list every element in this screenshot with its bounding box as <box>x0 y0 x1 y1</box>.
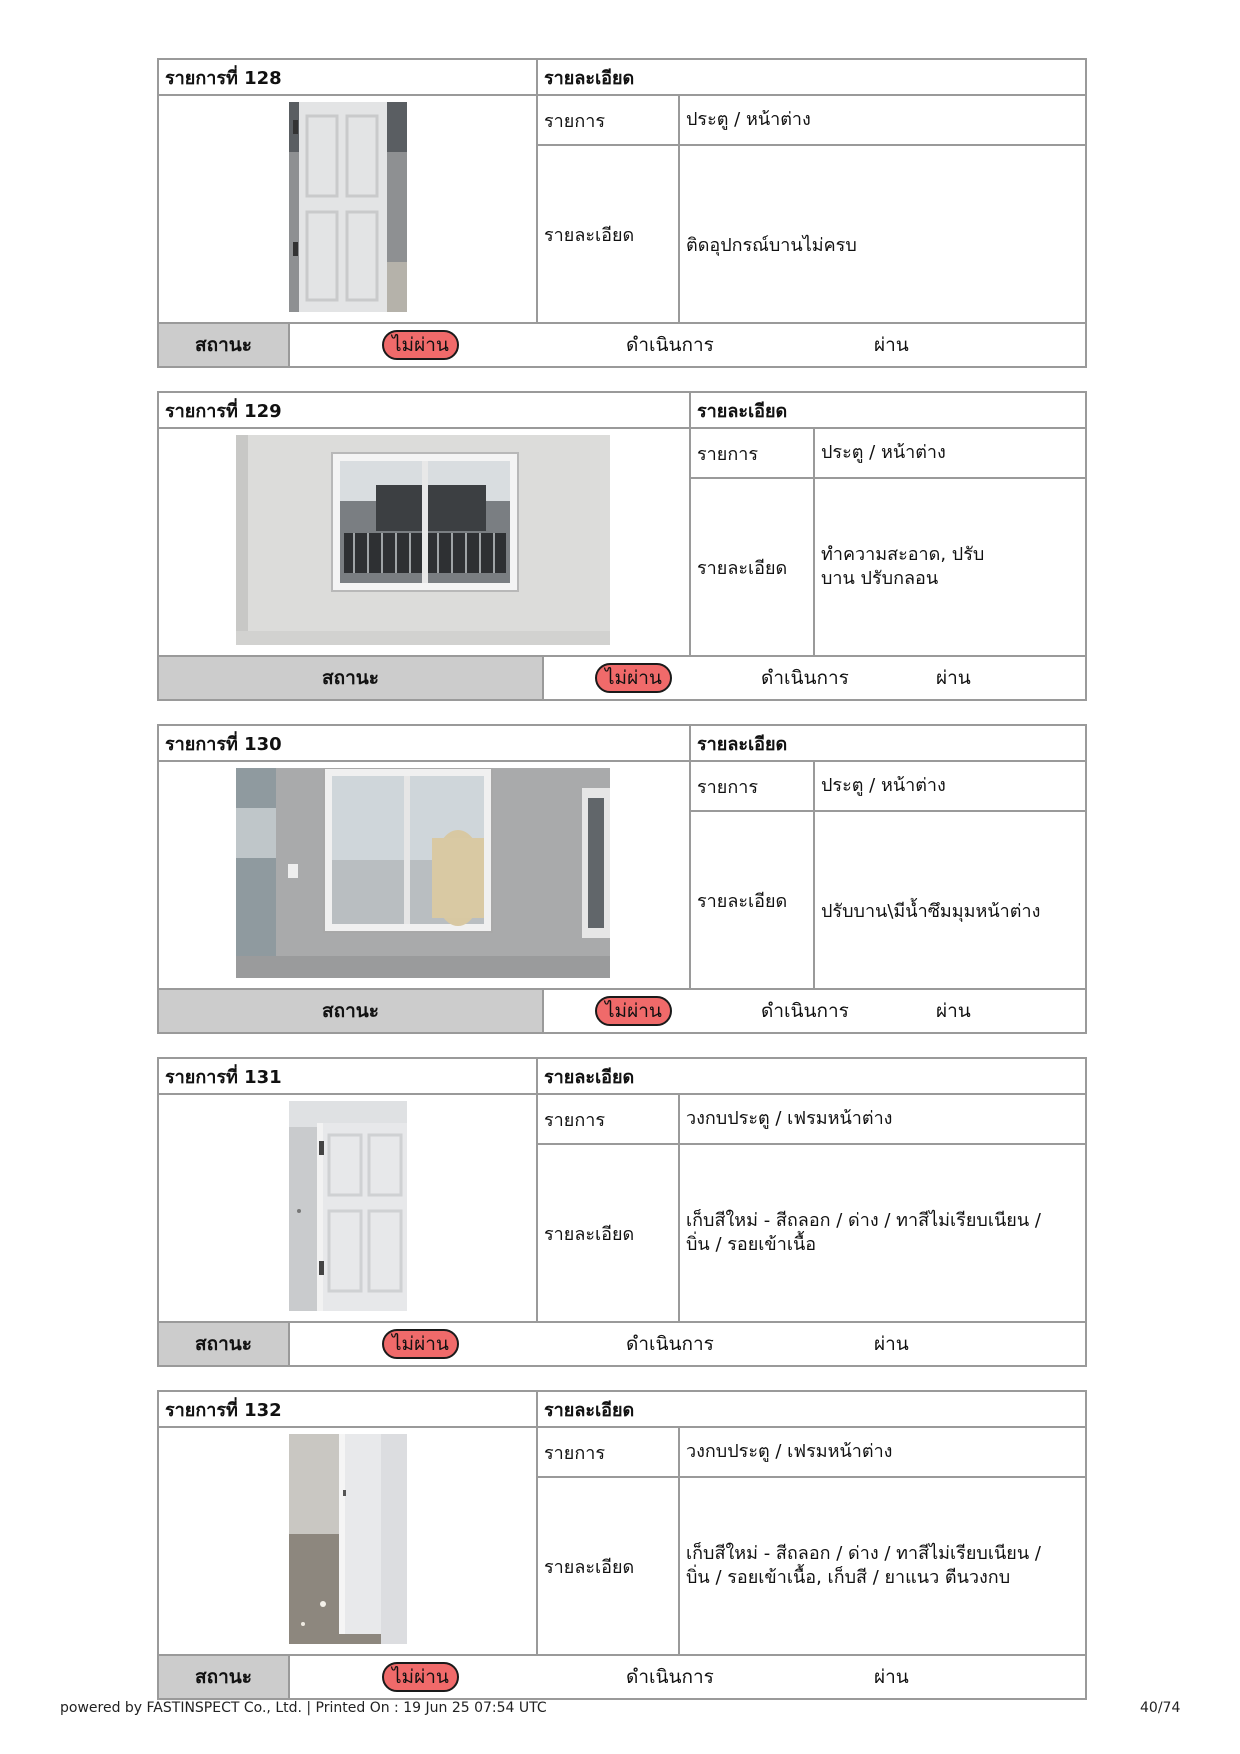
item-title: รายการที่ 130 <box>165 733 282 755</box>
status-options <box>544 657 1087 699</box>
inspection-photo-window[interactable] <box>236 768 610 978</box>
status-pass[interactable]: ผ่าน <box>874 334 909 356</box>
item-value: ประตู / หน้าต่าง <box>821 441 946 463</box>
status-fail-selected[interactable]: ไม่ผ่าน <box>382 330 459 360</box>
detail-label: รายละเอียด <box>544 1223 635 1245</box>
detail-value: ปรับบาน\มีน้ำซึมมุมหน้าต่าง <box>821 900 1041 922</box>
status-in-progress[interactable]: ดำเนินการ <box>626 1666 714 1688</box>
item-value: ประตู / หน้าต่าง <box>821 774 946 796</box>
detail-header: รายละเอียด <box>544 1399 635 1421</box>
item-label: รายการ <box>544 1109 605 1131</box>
status-in-progress[interactable]: ดำเนินการ <box>626 334 714 356</box>
detail-label: รายละเอียด <box>697 557 788 579</box>
detail-header: รายละเอียด <box>697 733 788 755</box>
item-label: รายการ <box>697 443 758 465</box>
status-fail-selected[interactable]: ไม่ผ่าน <box>595 996 672 1026</box>
item-value: วงกบประตู / เฟรมหน้าต่าง <box>686 1440 893 1462</box>
inspection-photo-door-frame[interactable] <box>289 1434 407 1644</box>
detail-header: รายละเอียด <box>544 67 635 89</box>
status-pass[interactable]: ผ่าน <box>874 1333 909 1355</box>
status-in-progress[interactable]: ดำเนินการ <box>761 667 849 689</box>
status-label: สถานะ <box>159 324 288 366</box>
status-options <box>544 990 1087 1032</box>
detail-value: เก็บสีใหม่ - สีถลอก / ด่าง / ทาสีไม่เรียบเนียน / บิ่น / รอยเข้าเนื้อ <box>686 1209 1041 1255</box>
status-label: สถานะ <box>159 1323 288 1365</box>
inspection-card-132 <box>157 1390 1087 1700</box>
status-fail-selected[interactable]: ไม่ผ่าน <box>382 1662 459 1692</box>
page-number: 40/74 <box>1140 1700 1181 1716</box>
detail-value: ทำความสะอาด, ปรับบาน ปรับกลอน <box>821 543 985 589</box>
status-in-progress[interactable]: ดำเนินการ <box>761 1000 849 1022</box>
detail-value: ติดอุปกรณ์บานไม่ครบ <box>686 234 857 256</box>
inspection-photo-window[interactable] <box>236 435 610 645</box>
detail-label: รายละเอียด <box>544 1556 635 1578</box>
status-options <box>290 1323 1087 1365</box>
item-value: ประตู / หน้าต่าง <box>686 108 811 130</box>
item-title: รายการที่ 131 <box>165 1066 282 1088</box>
footer-powered-by: powered by FASTINSPECT Co., Ltd. | Printed On : 19 Jun 25 07:54 UTC <box>60 1700 547 1716</box>
status-options <box>290 1656 1087 1698</box>
item-title: รายการที่ 128 <box>165 67 282 89</box>
item-title: รายการที่ 132 <box>165 1399 282 1421</box>
status-pass[interactable]: ผ่าน <box>874 1666 909 1688</box>
detail-header: รายละเอียด <box>544 1066 635 1088</box>
status-pass[interactable]: ผ่าน <box>936 667 971 689</box>
item-title: รายการที่ 129 <box>165 400 282 422</box>
status-label: สถานะ <box>159 990 542 1032</box>
item-value: วงกบประตู / เฟรมหน้าต่าง <box>686 1107 893 1129</box>
inspection-card-130 <box>157 724 1087 1034</box>
status-fail-selected[interactable]: ไม่ผ่าน <box>382 1329 459 1359</box>
status-options <box>290 324 1087 366</box>
item-label: รายการ <box>697 776 758 798</box>
status-pass[interactable]: ผ่าน <box>936 1000 971 1022</box>
inspection-card-128 <box>157 58 1087 368</box>
inspection-card-129 <box>157 391 1087 701</box>
detail-label: รายละเอียด <box>697 890 788 912</box>
detail-header: รายละเอียด <box>697 400 788 422</box>
inspection-photo-door-frame[interactable] <box>289 1101 407 1311</box>
item-label: รายการ <box>544 110 605 132</box>
status-fail-selected[interactable]: ไม่ผ่าน <box>595 663 672 693</box>
inspection-card-131 <box>157 1057 1087 1367</box>
status-label: สถานะ <box>159 1656 288 1698</box>
detail-label: รายละเอียด <box>544 224 635 246</box>
status-label: สถานะ <box>159 657 542 699</box>
item-label: รายการ <box>544 1442 605 1464</box>
inspection-photo-door[interactable] <box>289 102 407 312</box>
status-in-progress[interactable]: ดำเนินการ <box>626 1333 714 1355</box>
detail-value: เก็บสีใหม่ - สีถลอก / ด่าง / ทาสีไม่เรียบเนียน / บิ่น / รอยเข้าเนื้อ, เก็บสี / ยาแนว ตีนวงกบ <box>686 1542 1041 1588</box>
